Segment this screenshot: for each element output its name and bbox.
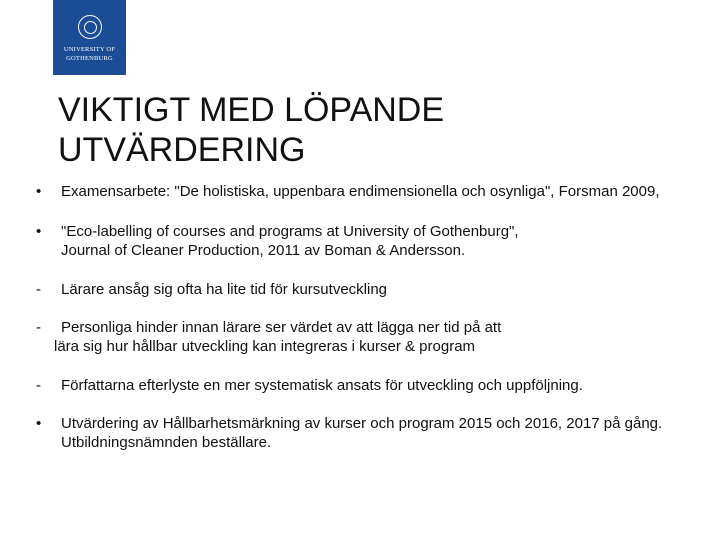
item-line: Utbildningsnämnden beställare. [61,434,272,451]
dash-marker: - [36,319,41,336]
title-line-1: VIKTIGT MED LÖPANDE [58,91,445,129]
seal-icon [78,15,102,39]
title-line-2: UTVÄRDERING [58,131,306,169]
logo-line-2: GOTHENBURG [66,55,113,62]
bullet-marker: • [36,223,42,240]
item-line: Författarna efterlyste en mer systematisk ansats för utveckling och uppföljning. [61,377,583,394]
university-logo [53,0,126,75]
item-line: Lärare ansåg sig ofta ha lite tid för kursutveckling [61,281,388,298]
dash-marker: - [36,377,41,394]
item-line: Personliga hinder innan lärare ser värdet av att lägga ner tid på att [61,319,502,336]
item-line: "Eco-labelling of courses and programs at University of Gothenburg", [61,223,519,240]
item-line: Examensarbete: "De holistiska, uppenbara endimensionella och osynliga", Forsman 2009, [61,183,660,200]
item-line: lära sig hur hållbar utveckling kan integreras i kurser & program [54,338,476,355]
slide-title [58,90,444,170]
bullet-marker: • [36,183,42,200]
dash-marker: - [36,281,41,298]
item-line: Journal of Cleaner Production, 2011 av Boman & Andersson. [61,242,466,259]
bullet-marker: • [36,415,42,432]
item-line: Utvärdering av Hållbarhetsmärkning av kurser och program 2015 och 2016, 2017 på gång. [61,415,663,432]
logo-line-1: UNIVERSITY OF [63,46,116,53]
